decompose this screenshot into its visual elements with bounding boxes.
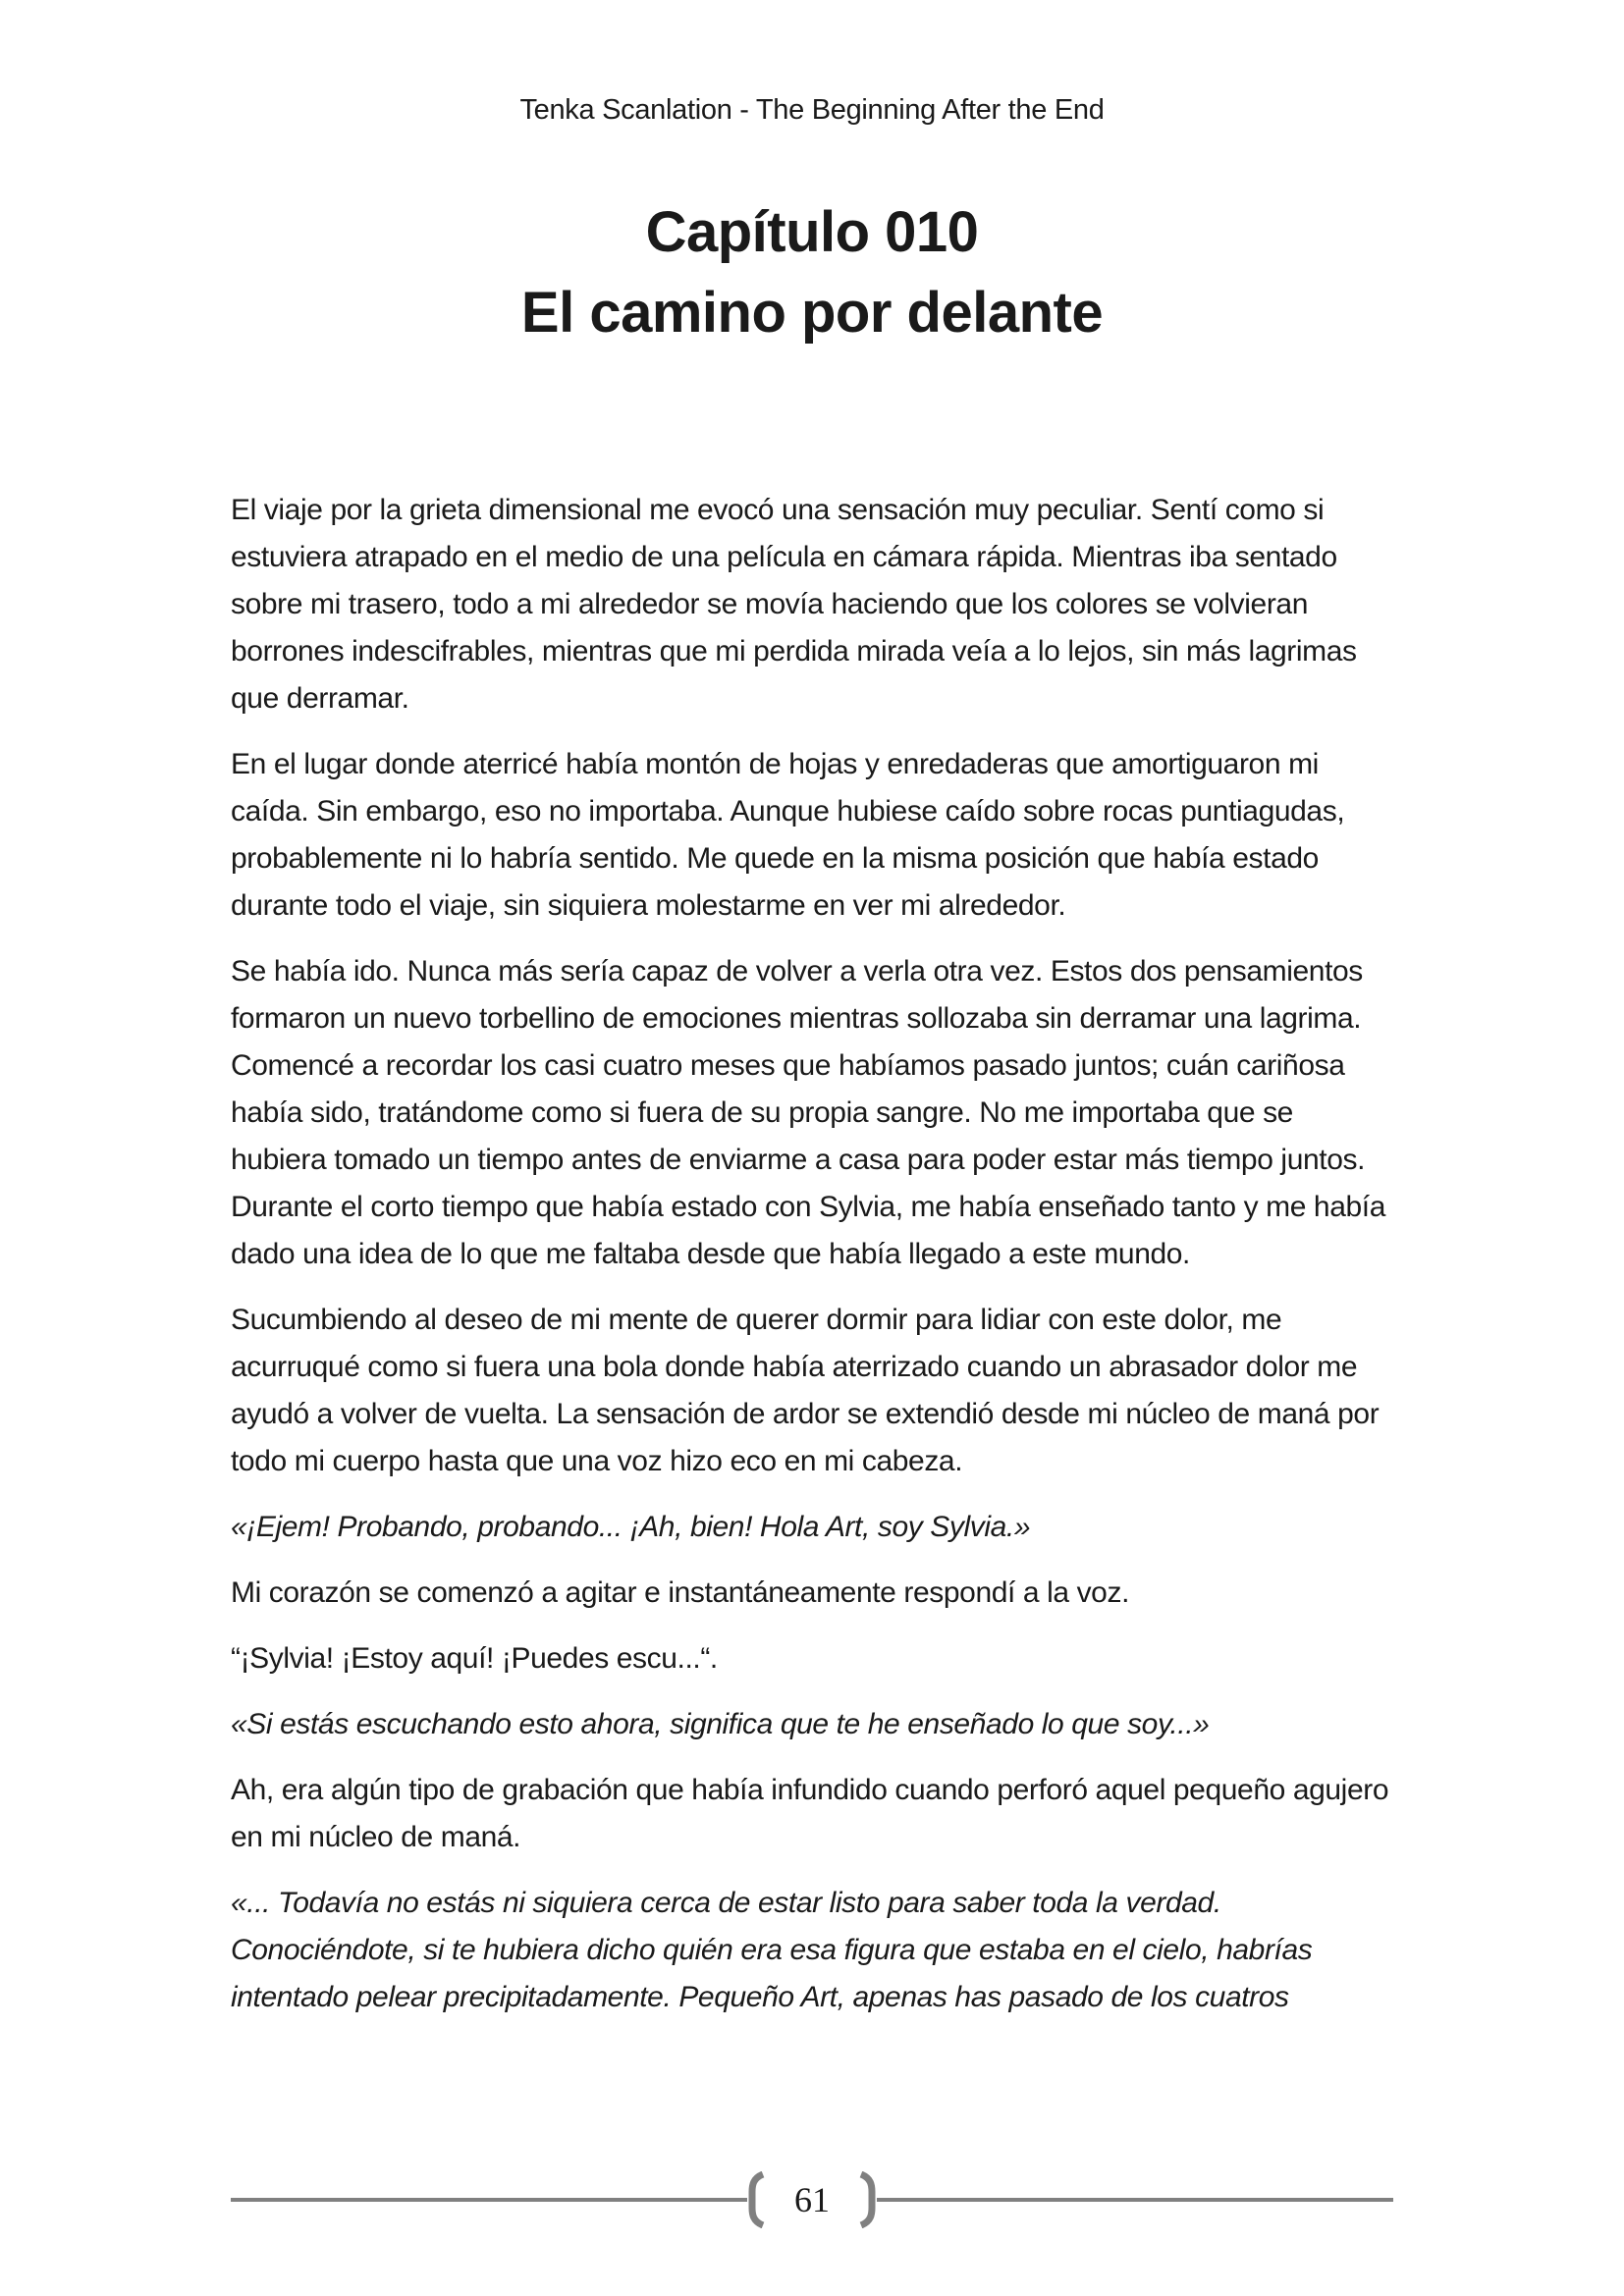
body-paragraph: El viaje por la grieta dimensional me evocó una sensación muy peculiar. Sentí como si estuviera atrapado en el medio de una película en cámara rápida. Mientras iba sentado sobre mi trasero, todo a mi alrededor se movía haciendo que los colores se volvieran borrones indescifrables, mientras que mi perdida mirada veía a lo lejos, sin más lagrimas que derramar. — [231, 494, 1357, 715]
page-footer — [231, 2165, 1393, 2234]
chapter-title-block — [0, 192, 1624, 353]
chapter-number: Capítulo 010 — [645, 200, 979, 264]
right-bracket-icon — [857, 2171, 877, 2228]
body-paragraph: Se había ido. Nunca más sería capaz de volver a verla otra vez. Estos dos pensamientos formaron un nuevo torbellino de emociones mientras sollozaba sin derramar una lagrima. Comencé a recordar los casi cuatro meses que habíamos pasado juntos; cuán cariñosa había sido, tratándome como si fuera de su propia sangre. No me importaba que se hubiera tomado un tiempo antes de enviarme a casa para poder estar más tiempo juntos. Durante el corto tiempo que había estado con Sylvia, me había enseñado tanto y me había dado una idea de lo que me faltaba desde que había llegado a este mundo. — [231, 955, 1385, 1270]
footer-rule-right — [877, 2198, 1393, 2202]
page-header: Tenka Scanlation - The Beginning After the End — [519, 94, 1105, 126]
body-paragraph-quote: «¡Ejem! Probando, probando... ¡Ah, bien! Hola Art, soy Sylvia.» — [231, 1511, 1031, 1543]
page-number: 61 — [794, 2180, 830, 2219]
body-paragraph: En el lugar donde aterricé había montón de hojas y enredaderas que amortiguaron mi caída. Sin embargo, eso no importaba. Aunque hubiese caído sobre rocas puntiagudas, probablemente ni lo habría sentido. Me quede en la misma posición que había estado durante todo el viaje, sin siquiera molestarme en ver mi alrededor. — [231, 748, 1345, 922]
body-paragraph-quote: «Si estás escuchando esto ahora, significa que te he enseñado lo que soy...» — [231, 1708, 1210, 1740]
body-paragraph-quote: «... Todavía no estás ni siquiera cerca de estar listo para saber toda la verdad. Conociéndote, si te hubiera dicho quién era esa figura que estaba en el cielo, habrías intentado pelear precipitadamente. Pequeño Art, apenas has pasado de los cuatros — [231, 1887, 1313, 2013]
chapter-name: El camino por delante — [520, 281, 1104, 345]
body-paragraph: Sucumbiendo al deseo de mi mente de querer dormir para lidiar con este dolor, me acurruqué como si fuera una bola donde había aterrizado cuando un abrasador dolor me ayudó a volver de vuelta. La sensación de ardor se extendió desde mi núcleo de maná por todo mi cuerpo hasta que una voz hizo eco en mi cabeza. — [231, 1304, 1380, 1477]
left-bracket-icon — [747, 2171, 767, 2228]
body-paragraph: Mi corazón se comenzó a agitar e instantáneamente respondí a la voz. — [231, 1576, 1130, 1609]
body-paragraph: “¡Sylvia! ¡Estoy aquí! ¡Puedes escu...“. — [231, 1642, 718, 1675]
footer-rule-left — [231, 2198, 747, 2202]
body-text — [231, 487, 1393, 2040]
body-paragraph: Ah, era algún tipo de grabación que había infundido cuando perforó aquel pequeño agujero en mi núcleo de maná. — [231, 1774, 1389, 1853]
